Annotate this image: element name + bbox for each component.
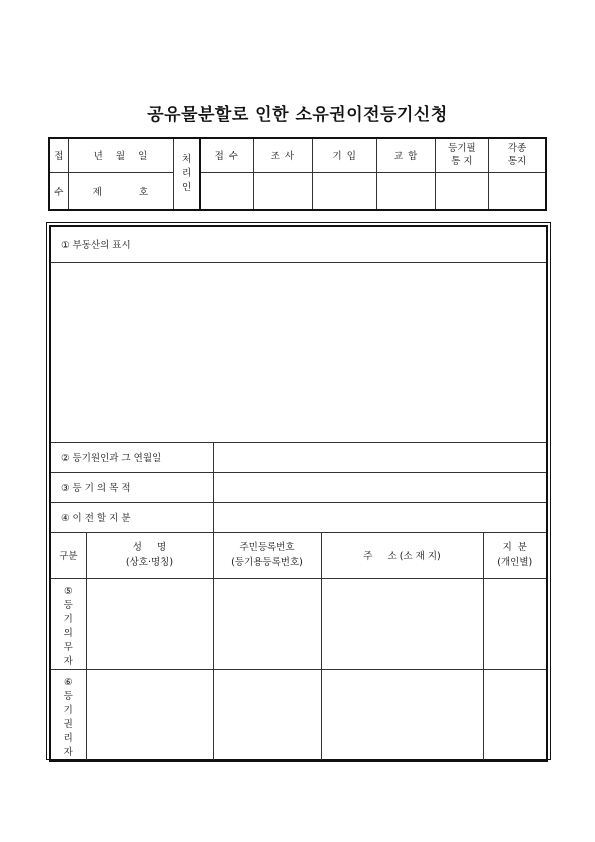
processing-label: 처 리 인 [174, 138, 200, 210]
cause-date-field[interactable] [213, 442, 547, 472]
rightholder-id-field[interactable] [213, 669, 321, 761]
col-collation: 교 합 [377, 138, 435, 172]
obligor-share-field[interactable] [483, 578, 547, 669]
form-title: 공유물분할로 인한 소유권이전등기신청 [147, 105, 448, 125]
cause-date-label: ② 등기원인과 그 연월일 [50, 442, 213, 472]
col-share: 지 분 (개인별) [483, 532, 547, 578]
col-id-number: 주민등록번호 (등기용등록번호) [213, 532, 321, 578]
col-various-notice: 각종 통지 [489, 138, 546, 172]
col-category: 구분 [50, 532, 86, 578]
col-address: 주 소 (소 재 지) [321, 532, 483, 578]
col-name: 성 명 (상호·명칭) [86, 532, 213, 578]
rightholder-name-field[interactable] [86, 669, 213, 761]
various-notice-cell[interactable] [489, 172, 546, 210]
col-review: 조 사 [253, 138, 312, 172]
purpose-field[interactable] [213, 472, 547, 502]
receipt-number-label: 제 호 [68, 172, 174, 210]
receipt-date-label: 년 월 일 [68, 138, 174, 172]
obligor-label: ⑤ 등 기 의 무 자 [50, 578, 86, 669]
rightholder-label: ⑥ 등 기 권 리 자 [50, 669, 86, 761]
share-field[interactable] [213, 502, 547, 532]
receipt-cell[interactable] [200, 172, 253, 210]
application-table [49, 225, 548, 762]
receipt-label-bottom: 수 [49, 172, 68, 210]
entry-cell[interactable] [313, 172, 377, 210]
rightholder-share-field[interactable] [483, 669, 547, 761]
rightholder-address-field[interactable] [321, 669, 483, 761]
obligor-name-field[interactable] [86, 578, 213, 669]
obligor-address-field[interactable] [321, 578, 483, 669]
col-receipt: 접 수 [200, 138, 253, 172]
receipt-label-top: 접 [49, 138, 68, 172]
share-label: ④ 이 전 할 지 분 [50, 502, 213, 532]
col-entry: 기 입 [313, 138, 377, 172]
purpose-label: ③ 등 기 의 목 적 [50, 472, 213, 502]
registration-notice-cell[interactable] [435, 172, 488, 210]
receipt-table [48, 137, 547, 211]
collation-cell[interactable] [377, 172, 435, 210]
review-cell[interactable] [253, 172, 312, 210]
col-registration-notice: 등기필 통 지 [435, 138, 488, 172]
property-display-field[interactable] [50, 262, 547, 442]
property-display-label: ① 부동산의 표시 [50, 226, 547, 262]
obligor-id-field[interactable] [213, 578, 321, 669]
